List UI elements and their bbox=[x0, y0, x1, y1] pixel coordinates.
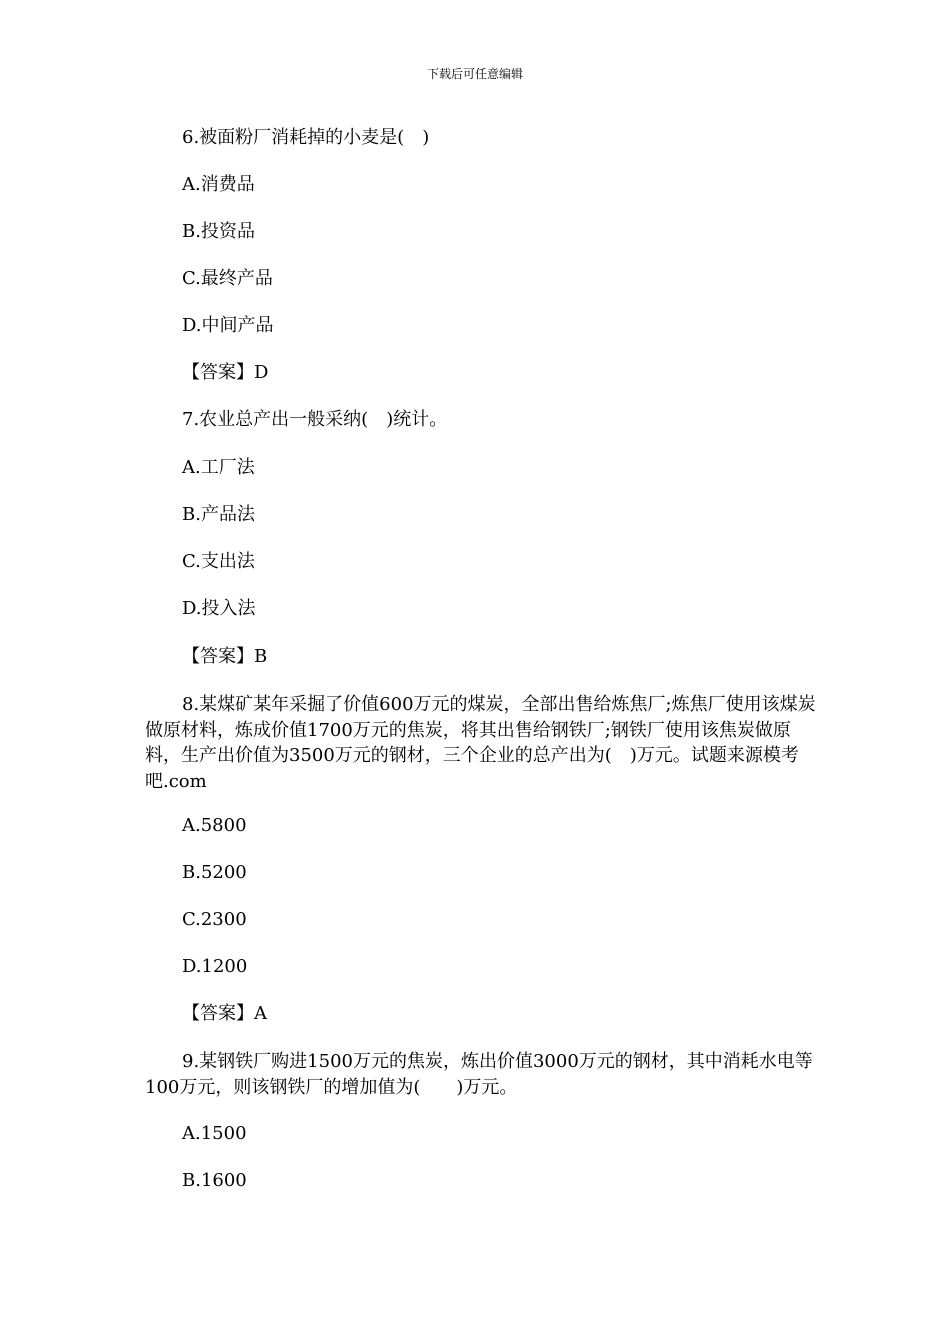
question-6-option-d: D.中间产品 bbox=[182, 315, 274, 336]
question-7-stem: 7.农业总产出一般采纳( )统计。 bbox=[182, 409, 448, 430]
question-9-stem: 9.某钢铁厂购进1500万元的焦炭，炼出价值3000万元的钢材，其中消耗水电等100万元，则该钢铁厂的增加值为( )万元。 bbox=[145, 1051, 813, 1098]
question-8-option-d: D.1200 bbox=[182, 956, 248, 977]
question-8-option-a: A.5800 bbox=[182, 815, 247, 836]
page-header: 下载后可任意编辑 bbox=[426, 67, 523, 81]
question-8-option-c: C.2300 bbox=[182, 909, 247, 930]
question-7-option-d: D.投入法 bbox=[182, 598, 256, 619]
question-6-option-c: C.最终产品 bbox=[182, 268, 273, 289]
question-8-stem: 8.某煤矿某年采掘了价值600万元的煤炭，全部出售给炼焦厂;炼焦厂使用该煤炭做原材料，炼成价值1700万元的焦炭，将其出售给钢铁厂;钢铁厂使用该焦炭做原料，生产出价值为3500万元的钢材，三个企业的总产出为( )万元。试题来源模考吧.com bbox=[145, 694, 816, 792]
question-9-option-b: B.1600 bbox=[182, 1170, 247, 1191]
question-6-answer: 【答案】D bbox=[182, 362, 269, 383]
question-8-answer: 【答案】A bbox=[182, 1003, 267, 1024]
question-7-option-c: C.支出法 bbox=[182, 551, 255, 572]
question-7-option-b: B.产品法 bbox=[182, 504, 255, 525]
question-7-option-a: A.工厂法 bbox=[182, 457, 255, 478]
question-6-option-a: A.消费品 bbox=[182, 174, 255, 195]
question-9-option-a: A.1500 bbox=[182, 1123, 247, 1144]
question-6-stem: 6.被面粉厂消耗掉的小麦是( ) bbox=[182, 127, 430, 148]
question-6-option-b: B.投资品 bbox=[182, 221, 255, 242]
question-8-option-b: B.5200 bbox=[182, 862, 247, 883]
question-7-answer: 【答案】B bbox=[182, 646, 268, 667]
